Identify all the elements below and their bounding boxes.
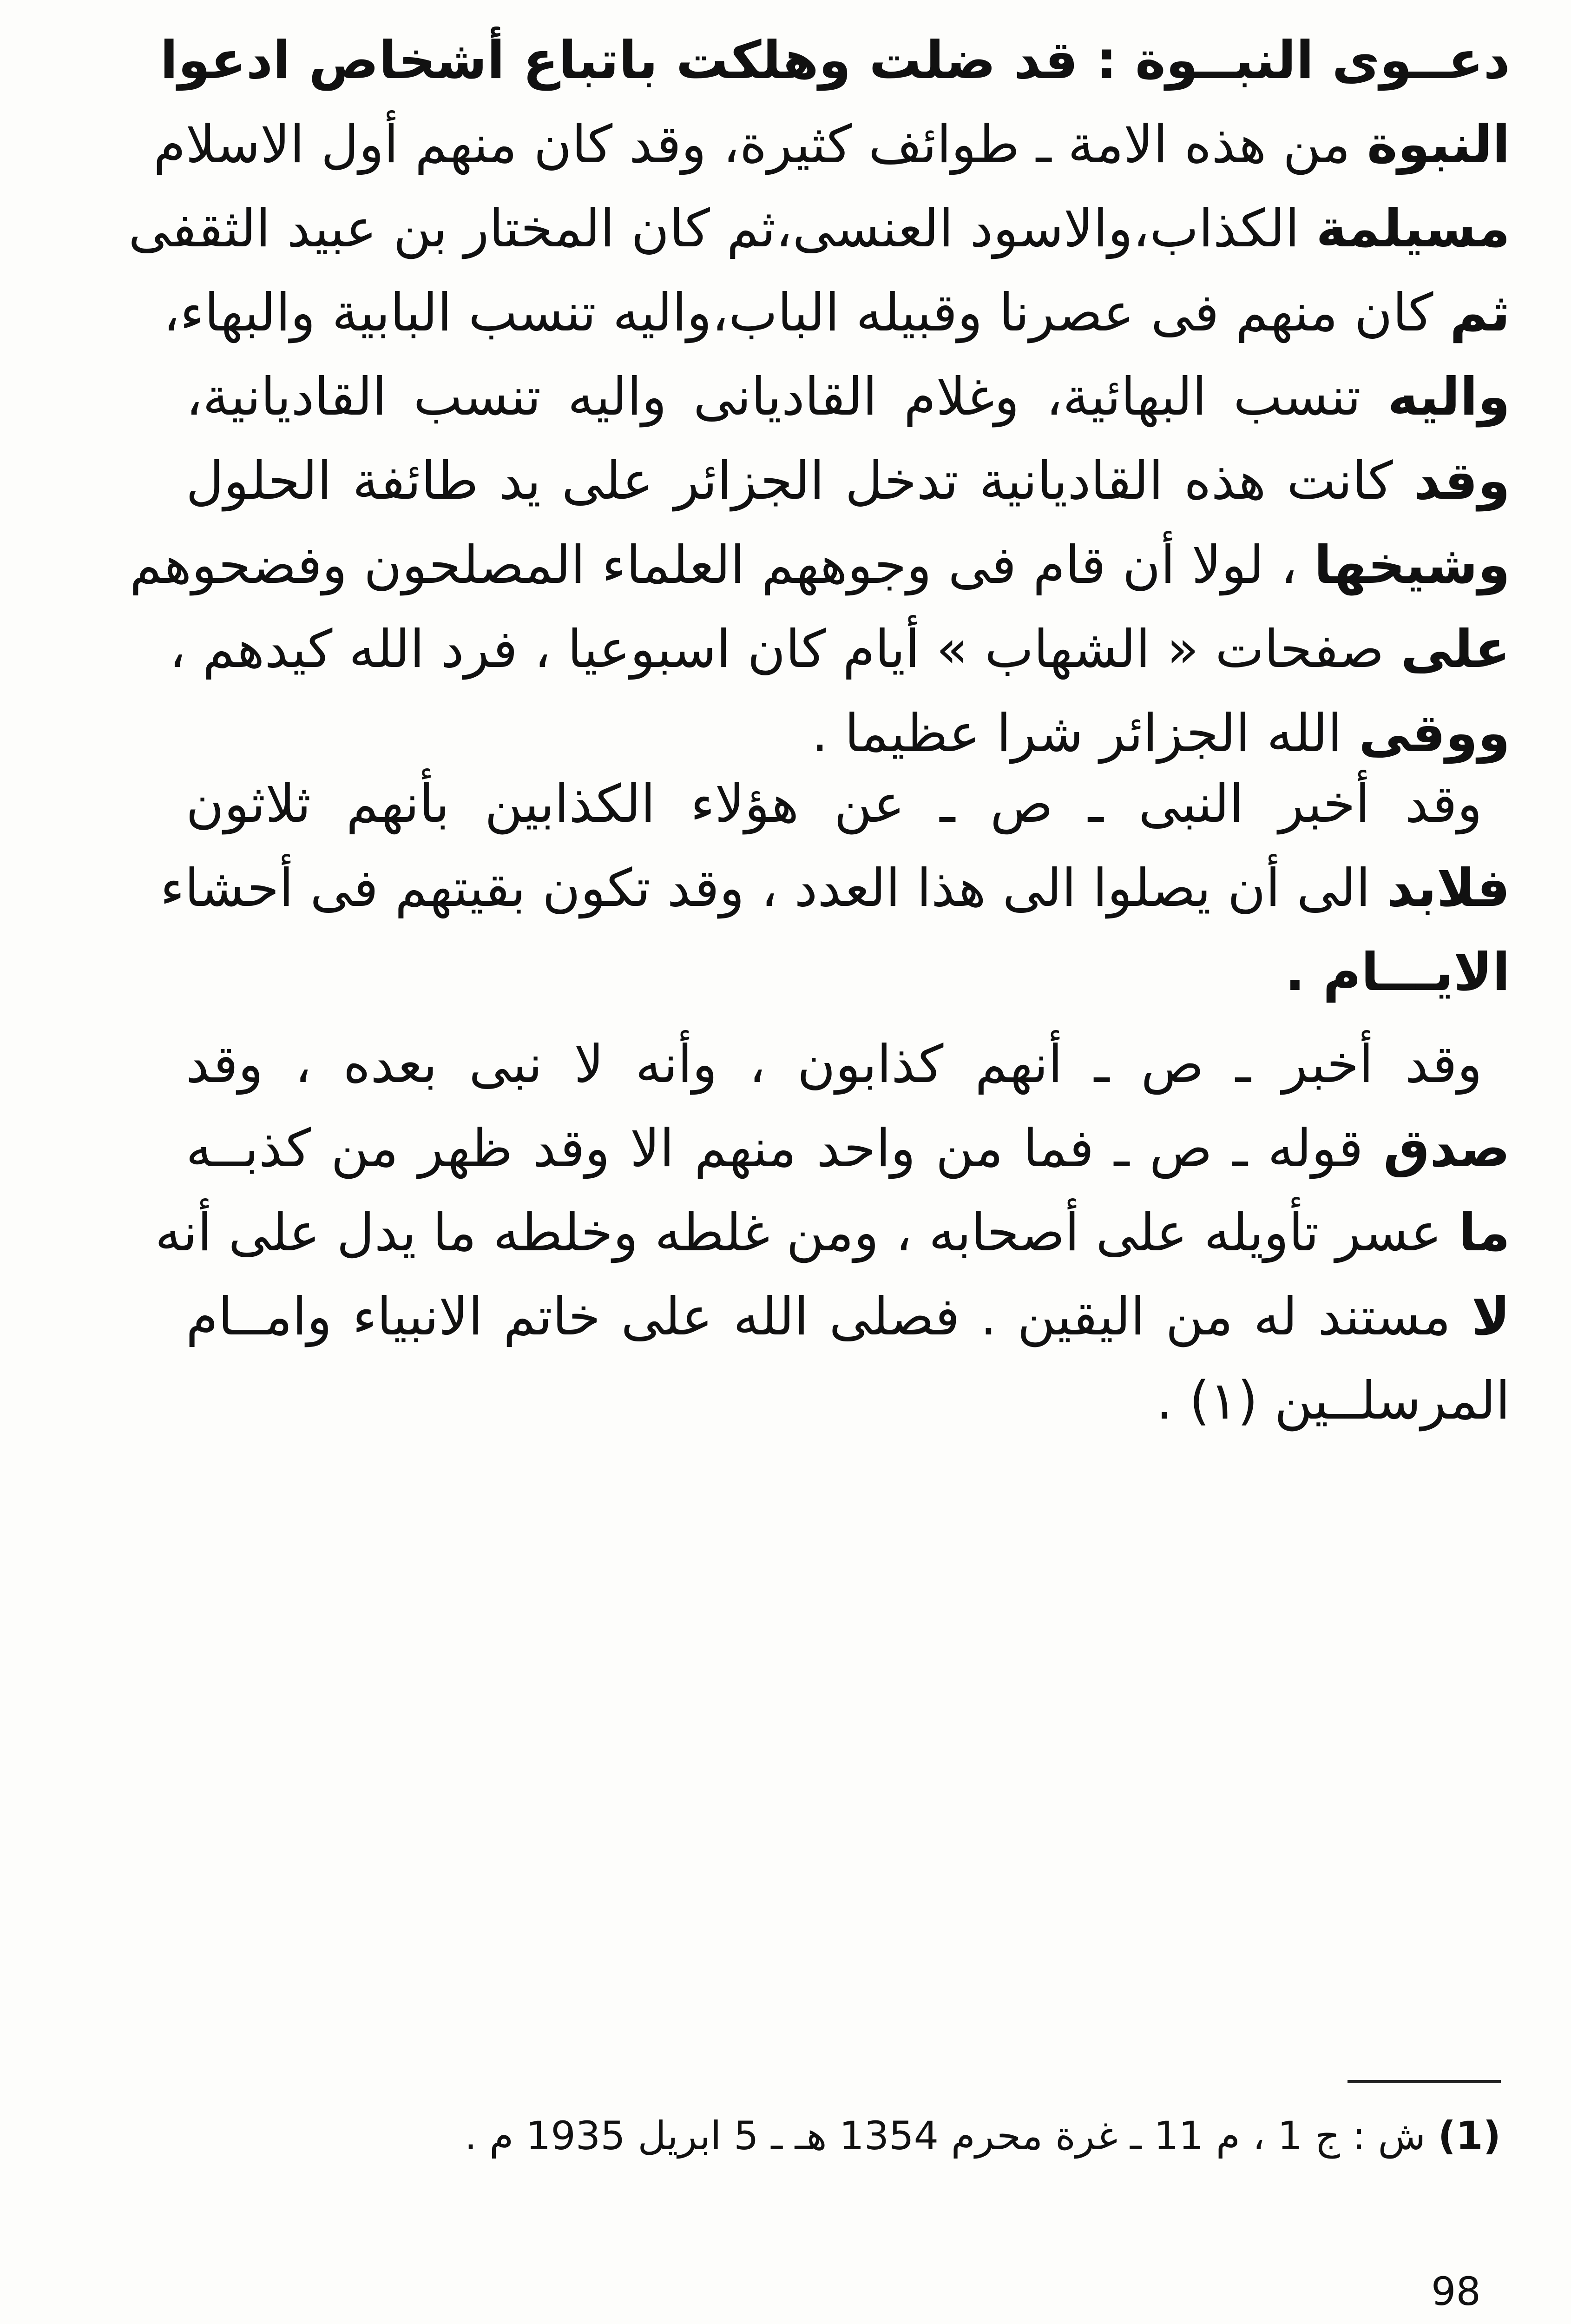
line-text: الى أن يصلوا الى هذا العدد ، وقد تكون بقيتهم فى أحشاء xyxy=(160,858,1387,918)
line-text: وقد أخبر ـ ص ـ أنهم كذابون ، وأنه لا نبى بعده ، وقد xyxy=(186,1034,1482,1095)
line-lead-word: ووقى xyxy=(1359,703,1510,764)
paragraph-line xyxy=(186,355,1510,439)
paragraph-no-prophet-after xyxy=(155,1023,1510,1443)
line-text: وقد أخبر النبى ـ ص ـ عن هؤلاء الكذابين بأنهم ثلاثون xyxy=(186,774,1482,834)
line-text: الكذاب،والاسود العنسى،ثم كان المختار بن عبيد الثقفى xyxy=(128,198,1316,259)
line-text: صفحات « الشهاب » أيام كان اسبوعيا ، فرد الله كيدهم ، xyxy=(169,619,1401,680)
paragraph-thirty-liars xyxy=(160,762,1510,1015)
paragraph-line xyxy=(129,523,1510,607)
footnote xyxy=(186,2108,1501,2164)
line-lead-word: وشيخها xyxy=(1314,535,1510,595)
paragraph-line xyxy=(186,1275,1510,1359)
paragraph-line xyxy=(186,931,1510,1015)
line-text: قوله ـ ص ـ فما من واحد منهم الا وقد ظهر من كذبــه xyxy=(186,1118,1383,1179)
line-text: مستند له من اليقين . فصلى الله على خاتم الانبياء وامــام xyxy=(186,1287,1472,1347)
line-lead-word: ما xyxy=(1458,1202,1510,1263)
line-lead-word: صدق xyxy=(1383,1118,1510,1179)
line-lead-word: ثم xyxy=(1450,283,1510,343)
paragraph-line xyxy=(186,439,1510,523)
paragraph-line xyxy=(160,19,1510,103)
line-text: ، لولا أن قام فى وجوههم العلماء المصلحون وفضحوهم xyxy=(129,535,1314,595)
line-text: كانت هذه القاديانية تدخل الجزائر على يد طائفة الحلول xyxy=(186,451,1414,511)
line-text: عسر تأويله على أصحابه ، ومن غلطه وخلطه ما يدل على أنه xyxy=(155,1202,1459,1263)
heading-text: دعــوى النبــوة : قد ضلت وهلكت باتباع أشخاص ادعوا xyxy=(160,30,1510,91)
line-text: كان منهم فى عصرنا وقبيله الباب،واليه تنسب البابية والبهاء، xyxy=(163,283,1450,343)
line-text: من هذه الامة ـ طوائف كثيرة، وقد كان منهم أول الاسلام xyxy=(153,114,1367,175)
paragraph-prophethood-claims xyxy=(128,19,1510,776)
line-text: تنسب البهائية، وغلام القاديانى واليه تنسب القاديانية، xyxy=(186,367,1388,427)
line-lead-word: مسيلمة xyxy=(1316,198,1510,259)
line-text: الله الجزائر شرا عظيما . xyxy=(811,703,1359,764)
paragraph-line xyxy=(155,1191,1510,1275)
line-lead-word: واليه xyxy=(1387,367,1510,427)
paragraph-line xyxy=(186,1107,1510,1191)
paragraph-line xyxy=(163,271,1510,355)
paragraph-line xyxy=(128,187,1510,271)
paragraph-line xyxy=(186,1359,1510,1443)
paragraph-line xyxy=(153,103,1510,187)
line-lead-word: النبوة xyxy=(1367,114,1510,175)
footnote-marker: (1) xyxy=(1438,2113,1501,2159)
paragraph-line xyxy=(186,762,1510,846)
page-number: 98 xyxy=(1431,2269,1481,2314)
line-lead-word: وقد xyxy=(1413,451,1510,511)
line-lead-word: على xyxy=(1400,619,1510,680)
footnote-text: ش : ج 1 ، م 11 ـ غرة محرم 1354 هـ ـ 5 ابريل 1935 م . xyxy=(464,2113,1426,2159)
paragraph-line xyxy=(169,607,1510,692)
line-text: الايـــام . xyxy=(1285,942,1510,1003)
paragraph-line xyxy=(186,1023,1510,1107)
line-lead-word: لا xyxy=(1471,1287,1510,1347)
line-text: المرسلــين (١) . xyxy=(1156,1371,1510,1431)
paragraph-line xyxy=(160,846,1510,931)
line-lead-word: فلابد xyxy=(1387,858,1510,918)
footnote-divider xyxy=(1348,2080,1501,2083)
